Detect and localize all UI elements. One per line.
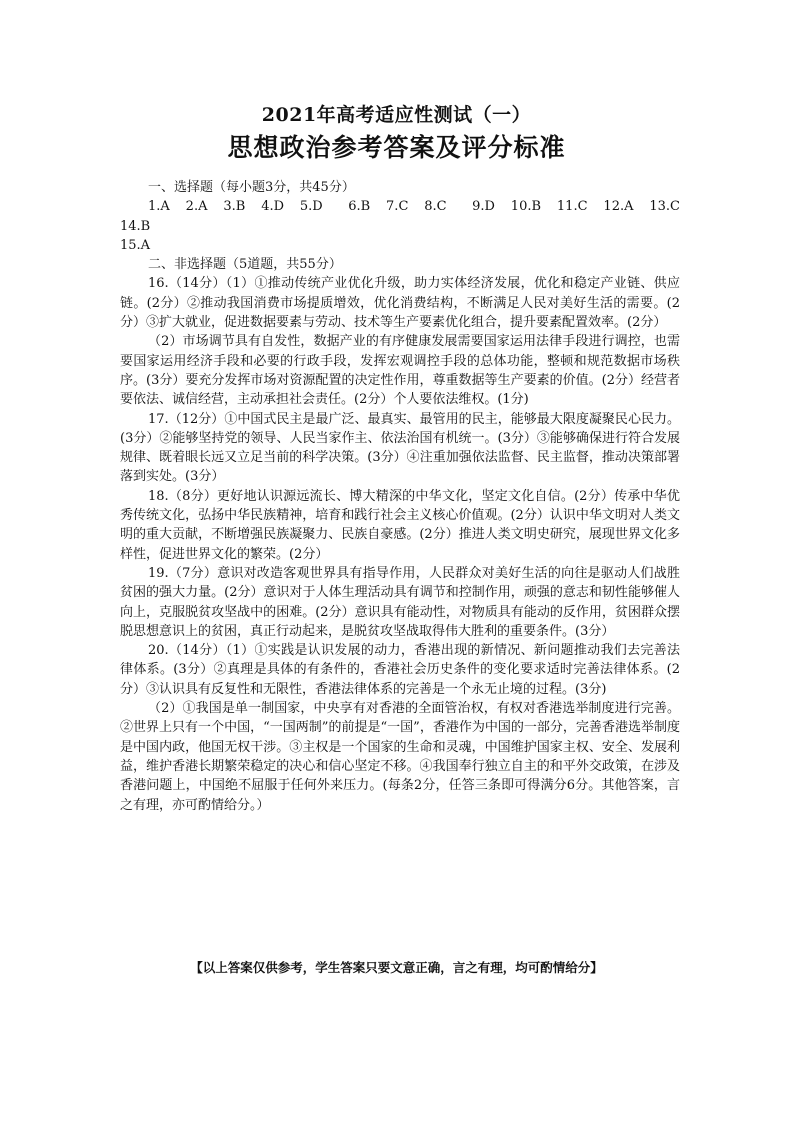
footer-note: 【以上答案仅供参考，学生答案只要文意正确，言之有理，均可酌情给分】 bbox=[190, 960, 603, 975]
multiple-choice-answers: 1.A 2.A 3.B 4.D 5.D 6.B 7.C 8.C 9.D 10.B 11.C 12.A 13.C 14.B bbox=[120, 199, 694, 234]
main-title: 思想政治参考答案及评分标准 bbox=[227, 133, 566, 162]
exam-title: 2021年高考适应性测试（一） bbox=[261, 104, 532, 126]
question-20-part-1: 20.（14分）（1）①实践是认识发展的动力，香港出现的新情况、新问题推动我们去完善法律体系。(3分）②真理是具体的有条件的，香港社会历史条件的变化要求适时完善法律体系。(2分）③认识具有反复性和无限性，香港法律体系的完善是一个永无止境的过程。(3分) bbox=[120, 643, 680, 697]
section-non-choice-heading: 二、非选择题（5道题，共55分） bbox=[148, 257, 342, 273]
question-18: 18.（8分）更好地认识源远流长、博大精深的中华文化，坚定文化自信。(2分）传承中华优秀传统文化，弘扬中华民族精神，培育和践行社会主义核心价值观。(2分）认识中华文明对人类文明的重大贡献，不断增强民族凝聚力、民族自豪感。(2分）推进人类文明史研究，展现世界文化多样性，促进世界文化的繁荣。(2分） bbox=[120, 488, 680, 562]
section-multiple-choice-heading: 一、选择题（每小题3分，共45分） bbox=[148, 180, 355, 195]
question-20-part-2: （2）①我国是单一制国家，中央享有对香港的全面管治权，有权对香港选举制度进行完善。②世界上只有一个中国，“一国两制”的前提是“一国”，香港作为中国的一部分，完善香港选举制度是中国内政，他国无权干涉。③主权是一个国家的生命和灵魂，中国维护国家主权、安全、发展利益，维护香港长期繁荣稳定的决心和信心坚定不移。④我国奉行独立自主的和平外交政策，在涉及香港问题上，中国绝不屈服于任何外来压力。(每条2分，任答三条即可得满分6分。其他答案，言之有理，亦可酌情给分。） bbox=[120, 701, 680, 813]
question-19: 19.（7分）意识对改造客观世界具有指导作用，人民群众对美好生活的向往是驱动人们战胜贫困的强大力量。(2分）意识对于人体生理活动具有调节和控制作用，顽强的意志和韧性能够催人向上，克服脱贫攻坚战中的困难。(2分）意识具有能动性，对物质具有能动的反作用，贫困群众摆脱思想意识上的贫困，真正行动起来，是脱贫攻坚战取得伟大胜利的重要条件。(3分） bbox=[120, 565, 680, 639]
question-16-part-2: （2）市场调节具有自发性，数据产业的有序健康发展需要国家运用法律手段进行调控，也需要国家运用经济手段和必要的行政手段，发挥宏观调控手段的总体功能，整顿和规范数据市场秩序。(3分）要充分发挥市场对资源配置的决定性作用，尊重数据等生产要素的价值。(2分）经营者要依法、诚信经营，主动承担社会责任。(2分）个人要依法维权。(1分) bbox=[120, 334, 680, 408]
multiple-choice-answers-wrap: 15.A bbox=[120, 237, 151, 253]
question-16-part-1: 16.（14分）（1）①推动传统产业优化升级，助力实体经济发展，优化和稳定产业链、供应链。(2分）②推动我国消费市场提质增效，优化消费结构，不断满足人民对美好生活的需要。(2分）③扩大就业，促进数据要素与劳动、技术等生产要素优化组合，提升要素配置效率。(2分） bbox=[120, 276, 680, 331]
answer-content bbox=[120, 178, 694, 815]
question-17: 17.（12分）①中国式民主是最广泛、最真实、最管用的民主，能够最大限度凝聚民心民力。(3分）②能够坚持党的领导、人民当家作主、依法治国有机统一。(3分）③能够确保进行符合发展规律、既着眼长远又立足当前的科学决策。(3分）④注重加强依法监督、民主监督，推动决策部署落到实处。(3分） bbox=[120, 411, 680, 485]
